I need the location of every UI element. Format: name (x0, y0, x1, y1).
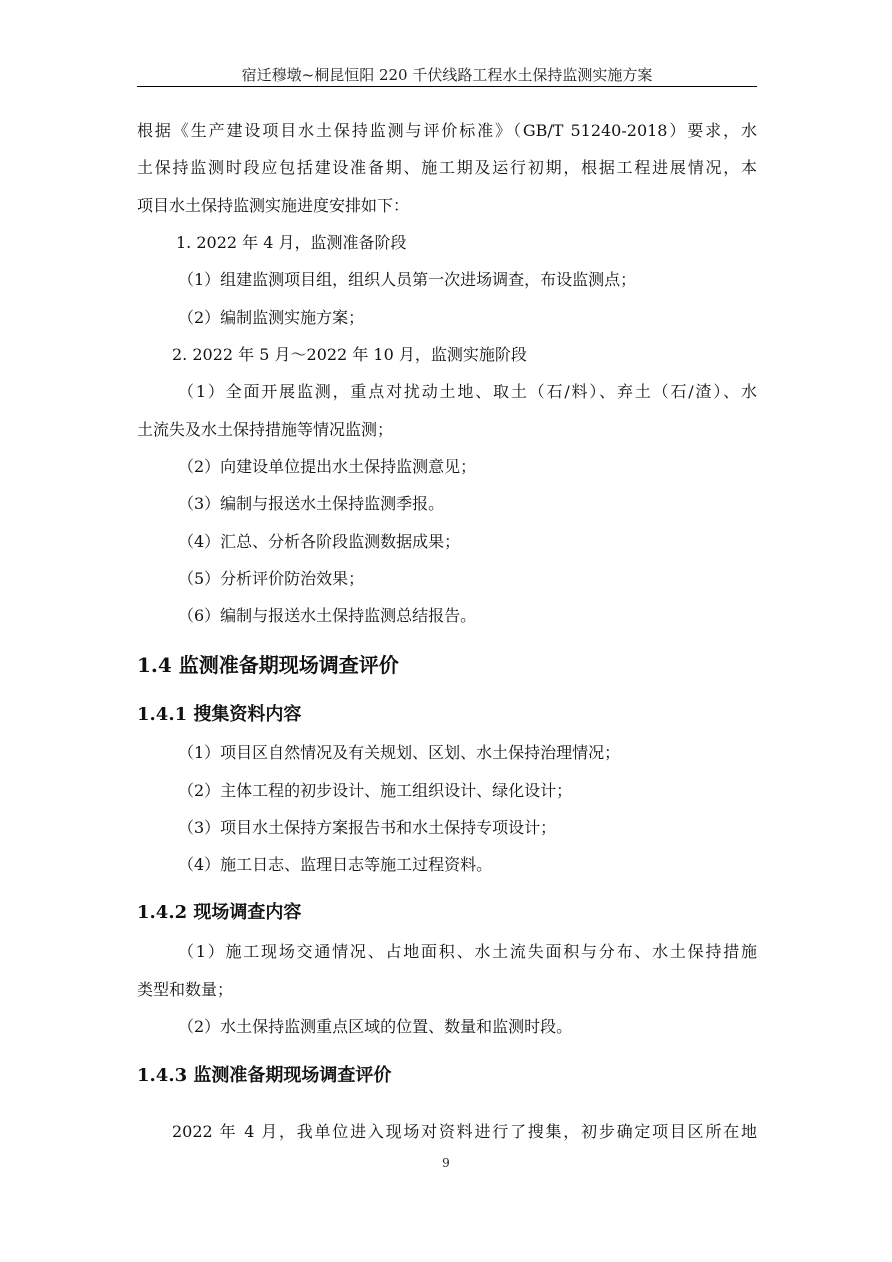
phase2-title: 2. 2022 年 5 月～2022 年 10 月，监测实施阶段 (172, 345, 527, 364)
phase2-item-2: （2）向建设单位提出水土保持监测意见； (178, 457, 477, 476)
collect-item-2: （2）主体工程的初步设计、施工组织设计、绿化设计； (178, 781, 573, 800)
phase2-item-4: （4）汇总、分析各阶段监测数据成果； (178, 532, 461, 551)
phase2-item-1-line-2: 土流失及水土保持措施等情况监测； (137, 420, 394, 439)
collect-item-3: （3）项目水土保持方案报告书和水土保持专项设计； (178, 818, 557, 837)
intro-line-1: 根据《生产建设项目水土保持监测与评价标准》（GB/T 51240-2018）要求，水 (137, 121, 757, 140)
phase2-item-6: （6）编制与报送水土保持监测总结报告。 (178, 606, 477, 625)
phase1-title: 1. 2022 年 4 月，监测准备阶段 (176, 233, 407, 252)
intro-line-2: 土保持监测时段应包括建设准备期、施工期及运行初期，根据工程进展情况，本 (137, 158, 757, 177)
phase1-item-2: （2）编制监测实施方案； (178, 308, 365, 327)
survey-item-1-line-2: 类型和数量； (137, 980, 234, 999)
intro-line-3: 项目水土保持监测实施进度安排如下： (137, 196, 410, 215)
heading-1-4: 1.4 监测准备期现场调查评价 (137, 653, 399, 677)
phase2-item-5: （5）分析评价防治效果； (178, 569, 365, 588)
heading-1-4-1: 1.4.1 搜集资料内容 (137, 704, 302, 725)
collect-item-4: （4）施工日志、监理日志等施工过程资料。 (178, 855, 493, 874)
heading-1-4-3: 1.4.3 监测准备期现场调查评价 (137, 1065, 392, 1086)
phase2-item-1-line-1: （1）全面开展监测，重点对扰动土地、取土（石/料）、弃土（石/渣）、水 (178, 382, 757, 401)
paragraph-1-4-3-line-1: 2022 年 4 月，我单位进入现场对资料进行了搜集，初步确定项目区所在地 (172, 1122, 757, 1141)
collect-item-1: （1）项目区自然情况及有关规划、区划、水土保持治理情况； (178, 743, 621, 762)
survey-item-1-line-1: （1）施工现场交通情况、占地面积、水土流失面积与分布、水土保持措施 (178, 942, 757, 961)
header-rule (137, 86, 757, 87)
phase2-item-3: （3）编制与报送水土保持监测季报。 (178, 494, 445, 513)
survey-item-2: （2）水土保持监测重点区域的位置、数量和监测时段。 (178, 1017, 573, 1036)
heading-1-4-2: 1.4.2 现场调查内容 (137, 902, 302, 923)
phase1-item-1: （1）组建监测项目组，组织人员第一次进场调查，布设监测点； (178, 270, 637, 289)
running-header: 宿迁穆墩~桐昆恒阳 220 千伏线路工程水土保持监测实施方案 (241, 66, 653, 84)
page-number: 9 (442, 1156, 450, 1170)
